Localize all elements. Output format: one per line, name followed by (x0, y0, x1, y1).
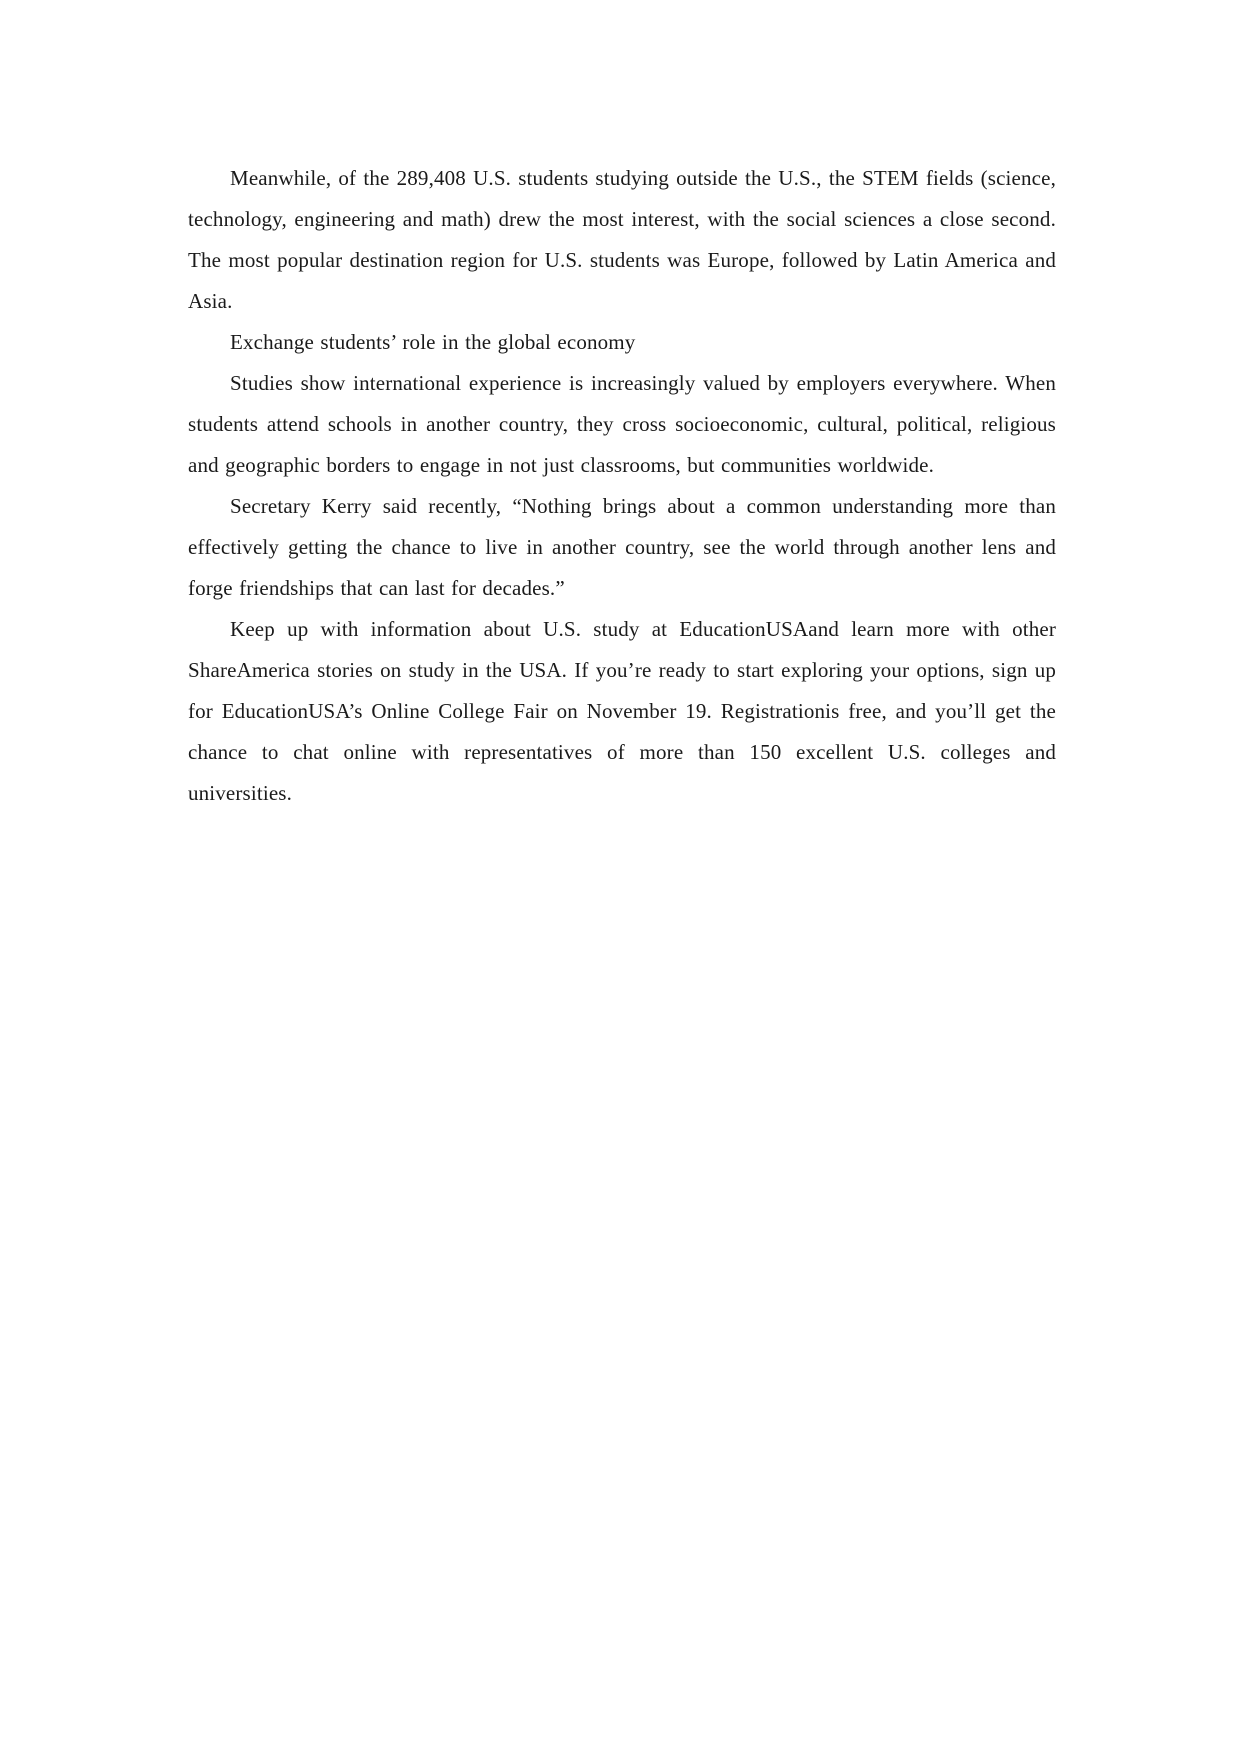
document-body (188, 158, 1056, 814)
paragraph-kerry-quote: Secretary Kerry said recently, “Nothing brings about a common understanding more than effectively getting the chance to live in another country, see the world through another lens and forge friendships that can last for decades.” (188, 494, 1056, 600)
paragraph-stem-statistics: Meanwhile, of the 289,408 U.S. students studying outside the U.S., the STEM fields (science, technology, engineering and math) drew the most interest, with the social sciences a close second. The most popular destination region for U.S. students was Europe, followed by Latin America and Asia. (188, 166, 1056, 313)
section-heading-global-economy: Exchange students’ role in the global economy (230, 330, 636, 354)
paragraph-international-experience: Studies show international experience is increasingly valued by employers everywhere. When students attend schools in another country, they cross socioeconomic, cultural, political, religious and geographic borders to engage in not just classrooms, but communities worldwide. (188, 371, 1056, 477)
paragraph-education-usa: Keep up with information about U.S. study at EducationUSAand learn more with other ShareAmerica stories on study in the USA. If you’re ready to start exploring your options, sign up for EducationUSA’s Online College Fair on November 19. Registrationis free, and you’ll get the chance to chat online with representatives of more than 150 excellent U.S. colleges and universities. (188, 617, 1056, 805)
